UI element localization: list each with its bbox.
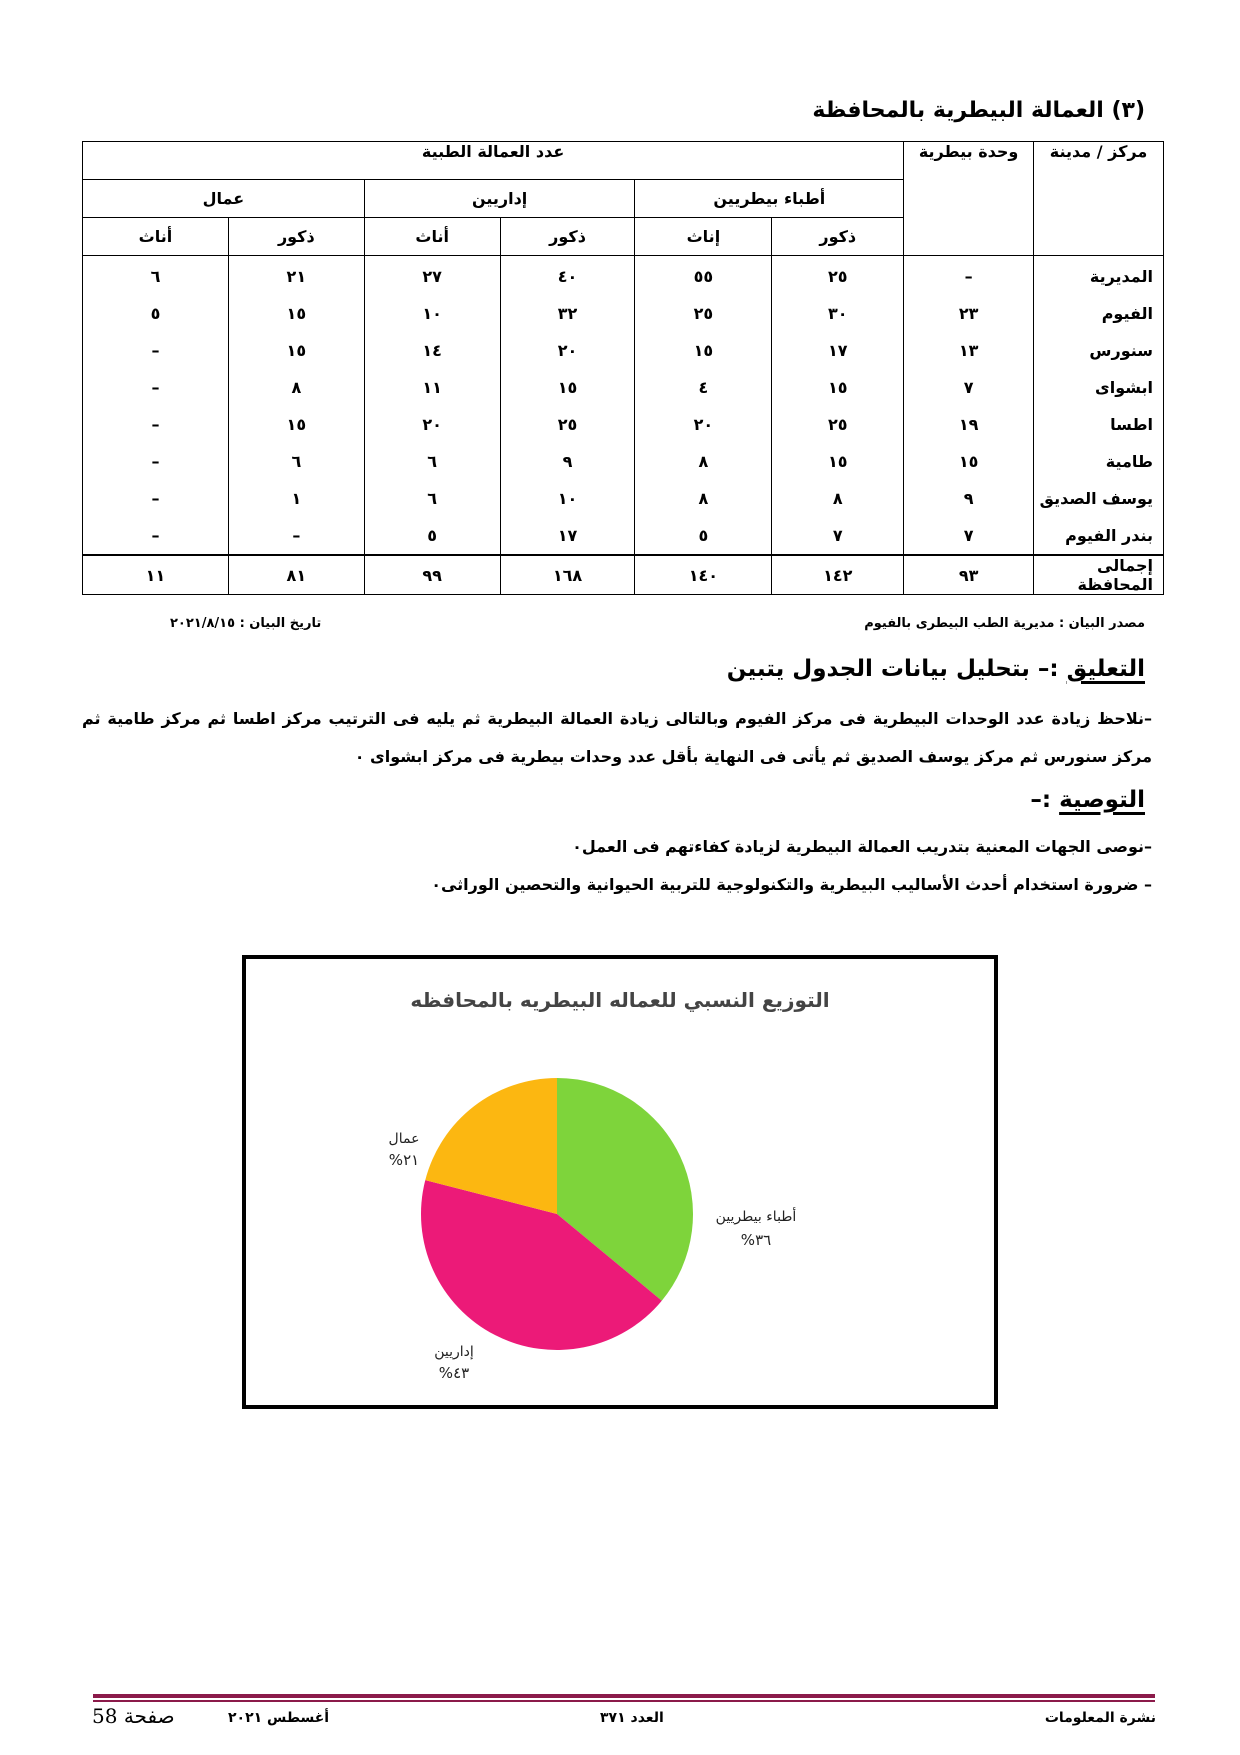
table-cell: ٨: [772, 480, 904, 517]
total-cell: ١١: [83, 555, 229, 595]
table-cell: ٢٧: [364, 256, 500, 296]
table-row: [83, 369, 1164, 406]
table-row: [83, 295, 1164, 332]
data-source: مصدر البيان : مديرية الطب البيطرى بالفيوم: [864, 616, 1145, 631]
table-total-row: [83, 555, 1164, 595]
footer-month: أغسطس ٢٠٢١: [228, 1710, 330, 1726]
veterinary-staff-table: [82, 141, 1164, 595]
table-cell: ١٥: [635, 332, 772, 369]
row-center-name: ابشواى: [1034, 369, 1164, 406]
table-cell: –: [83, 369, 229, 406]
table-cell: ١٥: [904, 443, 1034, 480]
row-center-name: اطسا: [1034, 406, 1164, 443]
footer-issue: العدد ٣٧١: [600, 1710, 664, 1726]
table-row: [83, 480, 1164, 517]
table-cell: –: [904, 256, 1034, 296]
table-cell: ٩: [904, 480, 1034, 517]
total-cell: ٩٩: [364, 555, 500, 595]
recommendation-item: –نوصى الجهات المعنية بتدريب العمالة البيطرية لزيادة كفاءتهم فى العمل٠: [572, 837, 1152, 856]
table-cell: ١٥: [500, 369, 635, 406]
table-cell: ١٧: [772, 332, 904, 369]
table-row: [83, 256, 1164, 296]
data-date: تاريخ البيان : ٢٠٢١/٨/١٥: [170, 616, 322, 631]
table-cell: ٣٢: [500, 295, 635, 332]
table-cell: ٥: [635, 517, 772, 555]
row-center-name: سنورس: [1034, 332, 1164, 369]
table-cell: ٧: [904, 369, 1034, 406]
table-cell: ١٥: [228, 332, 364, 369]
comment-text: –نلاحظ زيادة عدد الوحدات البيطرية فى مركز الفيوم وبالتالى زيادة العمالة البيطرية ثم يليه فى الترتيب مركز اطسا ثم مركز طامية ثم مركز سنورس ثم مركز يوسف الصديق ثم يأتى فى النهاية بأقل عدد وحدات بيطرية فى مركز ابشواى ٠: [82, 709, 1152, 766]
header-staff: عدد العمالة الطبية: [83, 142, 904, 180]
table-cell: ٢٣: [904, 295, 1034, 332]
table-cell: –: [83, 332, 229, 369]
table-cell: ٢٥: [772, 256, 904, 296]
pie-slice-label: إداريين: [434, 1344, 474, 1360]
footer-page: [92, 1704, 175, 1728]
total-cell: ٨١: [228, 555, 364, 595]
table-cell: ٧: [904, 517, 1034, 555]
table-cell: ١٥: [772, 369, 904, 406]
total-cell: ١٤٢: [772, 555, 904, 595]
chart-title: التوزيع النسبي للعماله البيطريه بالمحافظه: [410, 988, 830, 1012]
total-cell: ١٤٠: [635, 555, 772, 595]
table-cell: ٢٠: [364, 406, 500, 443]
table-row: [83, 406, 1164, 443]
footer-page-number: 58: [92, 1704, 118, 1728]
table-cell: ٦: [83, 256, 229, 296]
page-title: (٣) العمالة البيطرية بالمحافظة: [812, 98, 1145, 123]
table-row: [83, 517, 1164, 555]
table-cell: ٧: [772, 517, 904, 555]
pie-chart: [246, 959, 994, 1405]
table-cell: ٦: [228, 443, 364, 480]
pie-chart-frame: [242, 955, 998, 1409]
total-cell: ١٦٨: [500, 555, 635, 595]
footer-rule: [93, 1694, 1155, 1698]
recommendation-heading-word: التوصية: [1059, 787, 1145, 813]
table-cell: ٦: [364, 480, 500, 517]
table-cell: –: [83, 480, 229, 517]
table-cell: ١٠: [500, 480, 635, 517]
table-cell: ٩: [500, 443, 635, 480]
table-cell: ١: [228, 480, 364, 517]
table-cell: ١٥: [228, 295, 364, 332]
header-group-vets: أطباء بيطريين: [635, 180, 904, 218]
table-cell: ١٤: [364, 332, 500, 369]
header-sub: أناث: [364, 218, 500, 256]
comment-heading: [727, 656, 1145, 682]
table-cell: ٢٥: [772, 406, 904, 443]
table-cell: ٥: [83, 295, 229, 332]
table-cell: –: [228, 517, 364, 555]
pie-slice-label: عمال: [388, 1131, 420, 1147]
total-cell: ٩٣: [904, 555, 1034, 595]
footer-bulletin: نشرة المعلومات: [1044, 1710, 1156, 1726]
header-units: وحدة بيطرية: [904, 142, 1034, 256]
row-center-name: المديرية: [1034, 256, 1164, 296]
footer-rule: [93, 1700, 1155, 1702]
table-cell: ٤٠: [500, 256, 635, 296]
table-cell: ٢٠: [500, 332, 635, 369]
table-cell: ١١: [364, 369, 500, 406]
table-cell: ٨: [228, 369, 364, 406]
pie-slice-value: %٣٦: [740, 1231, 772, 1249]
table-cell: ٤: [635, 369, 772, 406]
footer-page-word: صفحة: [123, 1704, 175, 1728]
pie-slice-value: %٤٣: [438, 1364, 470, 1382]
table-cell: –: [83, 406, 229, 443]
table-cell: ١٥: [228, 406, 364, 443]
header-group-workers: عمال: [83, 180, 365, 218]
recommendation-item: – ضرورة استخدام أحدث الأساليب البيطرية والتكنولوجية للتربية الحيوانية والتحصين الوراثى٠: [431, 875, 1152, 894]
table-cell: ٢٥: [635, 295, 772, 332]
table-cell: ٥: [364, 517, 500, 555]
header-sub: إناث: [635, 218, 772, 256]
table-cell: ٥٥: [635, 256, 772, 296]
table-cell: ٢٥: [500, 406, 635, 443]
table-cell: ٢٠: [635, 406, 772, 443]
comment-heading-rest: :– بتحليل بيانات الجدول يتبين: [726, 656, 1059, 682]
table-cell: ١٠: [364, 295, 500, 332]
header-group-admin: إداريين: [364, 180, 635, 218]
table-cell: ٢١: [228, 256, 364, 296]
header-sub: ذكور: [500, 218, 635, 256]
header-sub: ذكور: [228, 218, 364, 256]
row-center-name: طامية: [1034, 443, 1164, 480]
row-center-name: يوسف الصديق: [1034, 480, 1164, 517]
table-cell: ١٥: [772, 443, 904, 480]
table-cell: –: [83, 517, 229, 555]
table-row: [83, 443, 1164, 480]
recommendation-heading-rest: :–: [1030, 787, 1052, 813]
header-sub: أناث: [83, 218, 229, 256]
table-cell: ١٩: [904, 406, 1034, 443]
table-cell: ١٧: [500, 517, 635, 555]
row-center-name: بندر الفيوم: [1034, 517, 1164, 555]
pie-slice-label: أطباء بيطريين: [715, 1209, 797, 1225]
table-cell: ٦: [364, 443, 500, 480]
table-row: [83, 332, 1164, 369]
total-label: إجمالى المحافظة: [1034, 555, 1164, 595]
comment-heading-word: التعليق: [1066, 656, 1145, 682]
header-center: مركز / مدينة: [1034, 142, 1164, 256]
table-cell: –: [83, 443, 229, 480]
table-cell: ١٣: [904, 332, 1034, 369]
table-cell: ٨: [635, 443, 772, 480]
table-cell: ٣٠: [772, 295, 904, 332]
pie-slice-value: %٢١: [388, 1151, 420, 1169]
header-sub: ذكور: [772, 218, 904, 256]
table-cell: ٨: [635, 480, 772, 517]
recommendation-heading: [1030, 787, 1145, 813]
row-center-name: الفيوم: [1034, 295, 1164, 332]
